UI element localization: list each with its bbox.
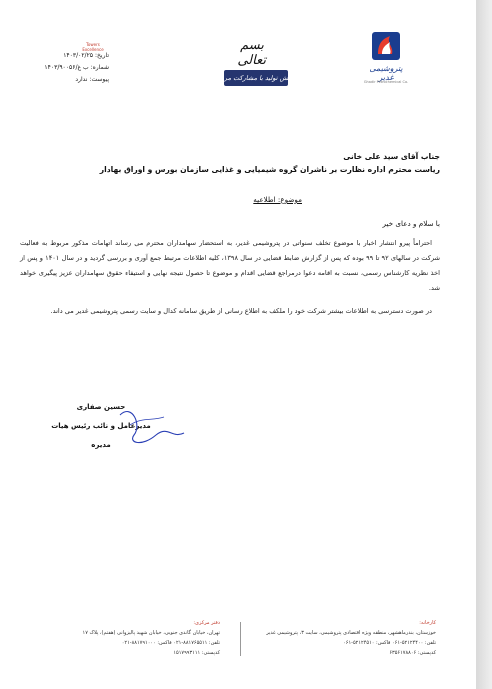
slogan-text: جهش تولید با مشارکت مردم bbox=[217, 74, 295, 82]
recipient-title: ریاست محترم اداره نظارت بر ناشران گروه شیمیایی و غذایی سازمان بورس و اوراق بهادار bbox=[99, 165, 440, 174]
excellence-badge: Towers Excellence bbox=[82, 42, 104, 52]
letter-greeting: با سلام و دعای خیر bbox=[382, 219, 440, 228]
signer-name: حسین صفاری bbox=[76, 403, 126, 411]
attachment-label: پیوست: bbox=[89, 76, 109, 83]
office-postal: کدپستی: ۱۵۱۷۹۹۳۱۱۱ bbox=[173, 650, 220, 656]
number-value: ۱۴۰۳/۹۰۰۵۶/ب غ bbox=[44, 64, 89, 71]
signer-title: مدیرعامل و نائب رئیس هیات مدیره bbox=[51, 422, 151, 449]
page-shadow bbox=[476, 0, 492, 689]
slogan-banner bbox=[217, 70, 295, 86]
letter-body bbox=[20, 236, 440, 327]
footer-office bbox=[40, 618, 220, 658]
attachment-value: ندارد bbox=[75, 76, 88, 83]
date-value: ۱۴۰۳/۰۲/۲۵ bbox=[63, 52, 94, 59]
date-label: تاریخ: bbox=[95, 52, 109, 59]
office-phones: تلفن: ۸۸۱۷۶۵۵۱۱-۰۲۱ فاکس: ۸۸۱۷۹۱۰۰۰-۰۲۱ bbox=[121, 640, 220, 646]
signature-icon bbox=[112, 395, 192, 455]
office-address: تهران، خیابان گاندی جنوبی، خیابان شهید پالیزوانی (هفتم)، پلاک ۱۷ bbox=[82, 630, 220, 636]
factory-address: خوزستان، بندرماهشهر، منطقه ویژه اقتصادی پتروشیمی، سایت ۳، پتروشیمی غدیر bbox=[266, 630, 436, 636]
body-paragraph-2: در صورت دسترسی به اطلاعات بیشتر شرکت خود را ملکف به اطلاع رسانی از طریق سامانه کدال و سایت رسمی پتروشیمی غدیر می داند. bbox=[50, 307, 432, 315]
factory-postal: کدپستی: ۶۳۵۶۱۷۸۸۰۶ bbox=[389, 650, 436, 656]
office-label: دفتر مرکزی: bbox=[193, 620, 220, 626]
recipient-block bbox=[20, 150, 440, 176]
meta-number bbox=[14, 62, 109, 74]
body-paragraph-1: احتراماً پیرو انتشار اخبار با موضوع تخلف سنواتی در پتروشیمی غدیر، به استحضار سهامداران محترم می رساند اتهامات مذکور مربوط به فعالیت شرکت در سالهای ۹۲ تا ۹۹ بوده که پس از گزارش ضابط قضایی در سال ۱۳۹۸، کلیه اطلاعات مرتبط جمع آوری و بررسی گردید و در سال ۱۴۰۱ و پس از اخذ نظریه کارشناس رسمی، نسبت به اقامه دعوا درمراجع قضایی اقدام و موضوع تا حصول نتیجه نهایی و استیفاء حقوق سهامداران عزیز پیگیری خواهد شد. bbox=[20, 239, 440, 292]
meta-date bbox=[14, 50, 109, 62]
meta-attachment bbox=[14, 74, 109, 86]
footer-divider bbox=[240, 622, 241, 656]
company-subtitle: Ghadir Petrochemical Co. bbox=[363, 80, 409, 84]
slogan-calligraphy: بسم تعالی bbox=[237, 38, 266, 68]
letter-subject: موضوع: اطلاعیه bbox=[253, 195, 302, 204]
letter-meta bbox=[14, 40, 109, 86]
factory-phones: تلفن: ۵۲۱۲۴۴۰۰-۰۶۱ فاکس: ۵۲۱۲۴۵۱۰-۰۶۱ bbox=[343, 640, 436, 646]
company-name: پتروشیمی غدیر bbox=[369, 64, 403, 82]
number-label: شماره: bbox=[90, 64, 109, 71]
footer-factory bbox=[226, 618, 436, 658]
recipient-name: جناب آقای سید علی خانی bbox=[343, 152, 440, 161]
factory-label: کارخانه: bbox=[419, 620, 436, 626]
